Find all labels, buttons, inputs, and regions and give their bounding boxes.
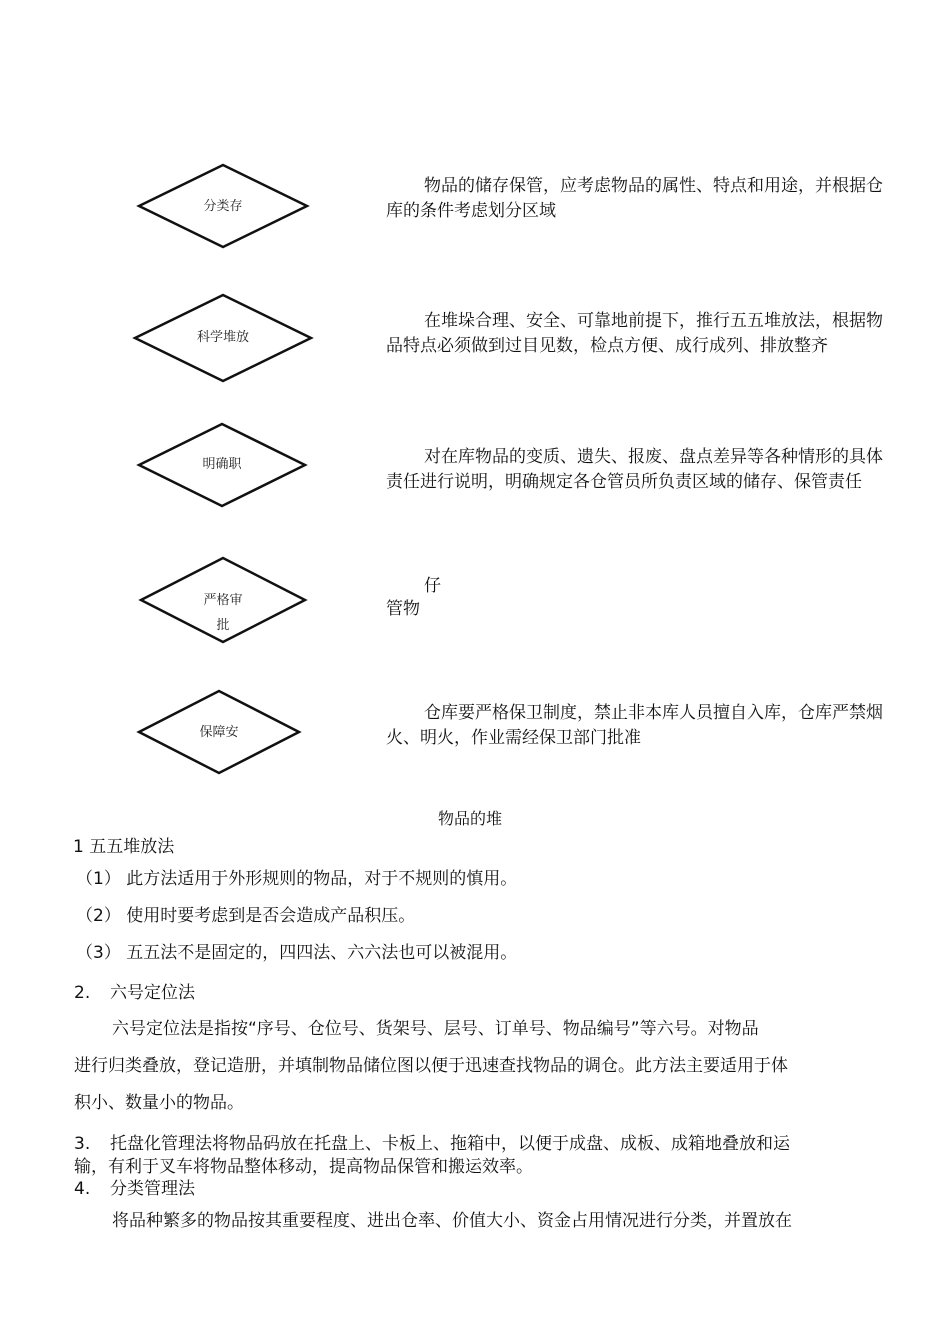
desc-clear-duty: 对在库物品的变质、遗失、报废、盘点差异等各种情形的具体责任进行说明，明确规定各仓管员所负责区域的储存、保管责任 [386, 447, 883, 492]
section-3-number: 3. [74, 1134, 91, 1154]
section-3-line1 [74, 1132, 790, 1157]
section-1-item: （3） 五五法不是固定的，四四法、六六法也可以被混用。 [76, 943, 518, 963]
section-2-body-line1: 六号定位法是指按“序号、仓位号、货架号、层号、订单号、物品编号”等六号。对物品 [112, 1019, 759, 1039]
desc-strict-approval-line2: 管物 [386, 599, 420, 619]
figure-caption: 物品的堆 [437, 809, 502, 828]
section-2-body-line3: 积小、数量小的物品。 [74, 1093, 244, 1113]
section-3-line2: 输，有利于叉车将物品整体移动，提高物品保管和搬运效率。 [74, 1157, 533, 1177]
desc-classified-storage: 物品的储存保管，应考虑物品的属性、特点和用途，并根据仓库的条件考虑划分区域 [386, 176, 883, 221]
diamond-clear-duty [138, 423, 306, 507]
desc-scientific-stacking: 在堆垛合理、安全、可靠地前提下，推行五五堆放法，根据物品特点必须做到过目见数，检点方便、成行成列、排放整齐 [386, 311, 883, 356]
section-1-item: （1） 此方法适用于外形规则的物品，对于不规则的慎用。 [76, 869, 518, 889]
diamond-label: 明确职 [202, 457, 242, 472]
section-2-heading [74, 981, 195, 1006]
diamond-label: 保障安 [199, 725, 239, 740]
diamond-classified-storage [138, 164, 308, 248]
section-1-title: 1 五五堆放法 [73, 837, 175, 857]
diamond-strict-approval [140, 557, 306, 643]
section-4-title: 分类管理法 [110, 1179, 195, 1199]
section-4-body-line1: 将品种繁多的物品按其重要程度、进出仓率、价值大小、资金占用情况进行分类，并置放在 [112, 1211, 792, 1231]
section-2-body-line2: 进行归类叠放，登记造册，并填制物品储位图以便于迅速查找物品的调仓。此方法主要适用于体 [74, 1056, 788, 1076]
section-4-heading [74, 1177, 195, 1202]
diamond-safety [138, 690, 300, 774]
diamond-label: 分类存 [203, 199, 243, 214]
section-1-item: （2） 使用时要考虑到是否会造成产品积压。 [76, 906, 416, 926]
section-2-number: 2. [74, 983, 91, 1003]
diamond-label-line2: 批 [216, 618, 230, 633]
section-3-text: 托盘化管理法将物品码放在托盘上、卡板上、拖箱中，以便于成盘、成板、成箱地叠放和运 [110, 1134, 790, 1154]
diamond-label: 科学堆放 [196, 330, 249, 345]
section-4-number: 4. [74, 1179, 91, 1199]
diamond-scientific-stacking [134, 294, 312, 382]
desc-safety: 仓库要严格保卫制度，禁止非本库人员擅自入库，仓库严禁烟火、明火，作业需经保卫部门批准 [386, 703, 883, 748]
desc-strict-approval-line1: 仔 [424, 576, 441, 596]
section-2-title: 六号定位法 [110, 983, 195, 1003]
diamond-label-line1: 严格审 [203, 593, 243, 608]
